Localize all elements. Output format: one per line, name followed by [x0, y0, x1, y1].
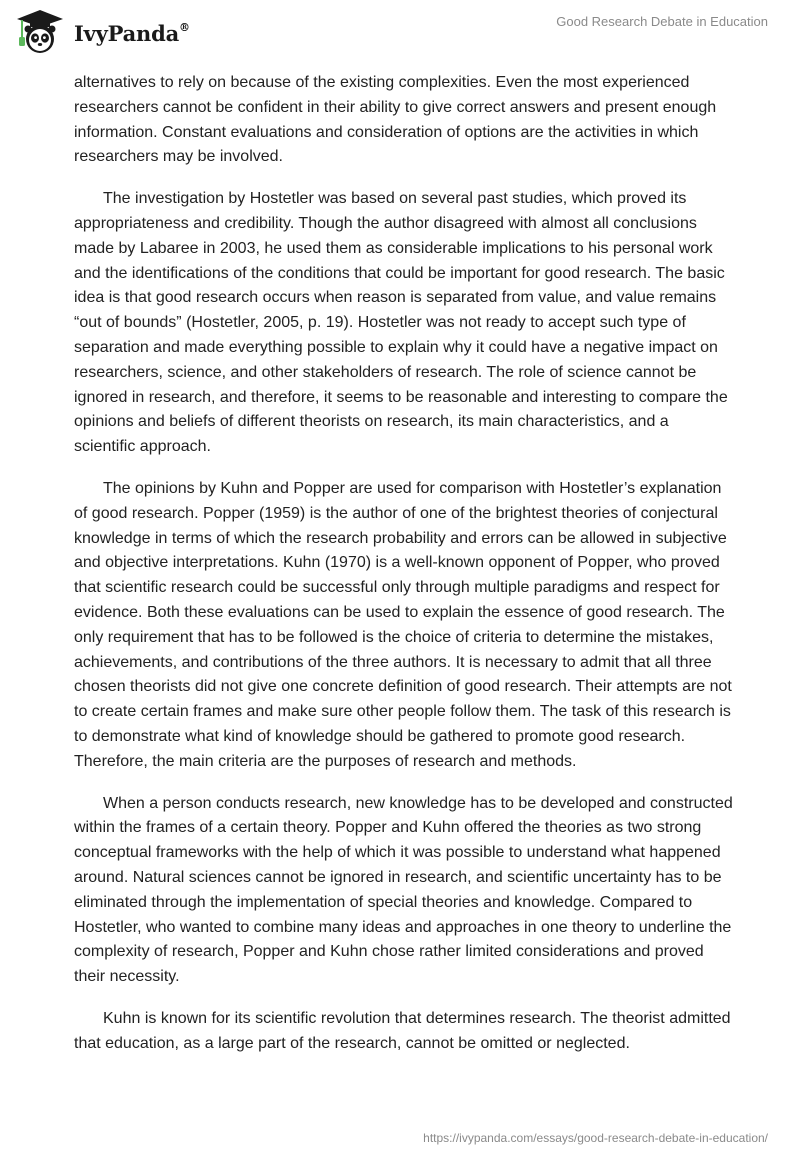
document-title: Good Research Debate in Education	[556, 14, 768, 29]
ivypanda-logo[interactable]	[14, 8, 190, 56]
registered-mark: ®	[179, 20, 190, 34]
panda-graduate-icon	[14, 8, 66, 56]
paragraph: The investigation by Hostetler was based on several past studies, which proved its appropriateness and credibility. Though the author disagreed with almost all conclusions made by Labaree in 2003, he used them as considerable implications to his personal work and the identifications of the conditions that could be important for good research. The basic idea is that good research occurs when reason is separated from value, and value remains “out of bounds” (Hostetler, 2005, p. 19). Hostetler was not ready to accept such type of separation and made everything possible to explain why it could have a negative impact on researchers, science, and other stakeholders of research. The role of science cannot be ignored in research, and therefore, it seems to be reasonable and interesting to compare the opinions and beliefs of different theorists on research, its main characteristics, and a scientific approach.	[74, 190, 728, 456]
paragraph: alternatives to rely on because of the existing complexities. Even the most experienced researchers cannot be confident in their ability to give correct answers and present enough information. Constant evaluations and consideration of options are the activities in which researchers may be involved.	[74, 74, 717, 166]
page-header	[0, 0, 800, 62]
essay-body	[74, 71, 734, 1073]
source-url-link[interactable]: https://ivypanda.com/essays/good-research-debate-in-education/	[423, 1131, 768, 1145]
paragraph: Kuhn is known for its scientific revolution that determines research. The theorist admitted that education, as a large part of the research, cannot be omitted or neglected.	[74, 1009, 731, 1052]
paragraph: When a person conducts research, new knowledge has to be developed and constructed within the frames of a certain theory. Popper and Kuhn offered the theories as two strong conceptual frameworks with the help of which it was possible to understand what happened around. Natural sciences cannot be ignored in research, and scientific uncertainty has to be eliminated through the implementation of special theories and knowledge. Compared to Hostetler, who wanted to combine many ideas and approaches in one theory to underline the complexity of research, Popper and Kuhn chose rather limited considerations and proved their necessity.	[74, 794, 733, 986]
paragraph: The opinions by Kuhn and Popper are used for comparison with Hostetler’s explanation of good research. Popper (1959) is the author of one of the brightest theories of conjectural knowledge in terms of which the research probability and errors can be allowed in subjective and objective interpretations. Kuhn (1970) is a well-known opponent of Popper, who proved that scientific research could be successful only through multiple paradigms and respect for evidence. Both these evaluations can be used to explain the essence of good research. The only requirement that has to be followed is the choice of criteria to determine the mistakes, achievements, and contributions of the three authors. It is necessary to admit that all three chosen theorists did not give one concrete definition of good research. Their attempts are not to create certain frames and make sure other people follow them. The task of this research is to demonstrate what kind of knowledge should be gathered to promote good research. Therefore, the main criteria are the purposes of research and methods.	[74, 479, 732, 770]
brand-name: IvyPanda®	[74, 20, 190, 46]
